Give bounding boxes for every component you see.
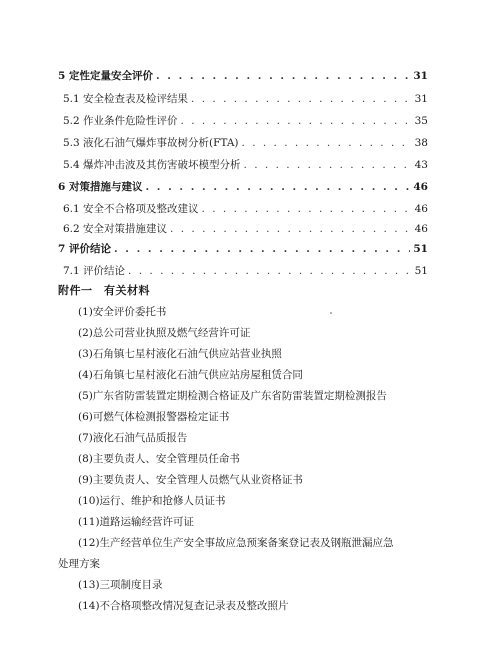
toc-entry-title: 5 定性定量安全评价 (58, 70, 153, 82)
appendix-item-continuation: 处理方案 (58, 558, 100, 570)
toc-leader-dots (202, 203, 411, 215)
toc-leader-dots (156, 70, 410, 82)
appendix-item: (13)三项制度目录 (78, 579, 163, 591)
appendix-item: (6)可燃气体检测报警器检定证书 (78, 411, 230, 423)
toc-entry-page: 38 (414, 137, 428, 149)
toc-leader-dots (191, 93, 411, 105)
toc-entry[interactable] (63, 201, 428, 216)
toc-leader-dots (244, 159, 411, 171)
toc-entry-page: 31 (414, 93, 428, 105)
toc-entry-title: 5.3 液化石油气爆炸事故树分析(FTA) (63, 137, 239, 149)
toc-entry-page: 46 (414, 203, 428, 215)
toc-entry[interactable] (58, 179, 428, 194)
toc-entry[interactable] (63, 135, 428, 150)
appendix-item: (1)安全评价委托书 (78, 306, 167, 318)
toc-entry-title: 5.1 安全检查表及检评结果 (63, 93, 189, 105)
toc-entry-page: 46 (413, 181, 428, 193)
toc-entry-page: 35 (414, 115, 428, 127)
appendix-item: (5)广东省防雷装置定期检测合格证及广东省防雷装置定期检测报告 (78, 390, 387, 402)
appendix-item: (9)主要负责人、安全管理人员燃气从业资格证书 (78, 474, 303, 486)
toc-entry-page: 31 (413, 70, 428, 82)
toc-entry[interactable] (63, 91, 428, 106)
toc-entry[interactable] (58, 68, 428, 83)
toc-entry[interactable] (63, 113, 428, 128)
toc-entry-title: 7 评价结论 (58, 243, 111, 255)
appendix-heading: 附件一 有关材料 (58, 284, 150, 297)
toc-entry-title: 5.4 爆炸冲击波及其伤害破坏模型分析 (63, 159, 241, 171)
toc-entry-title: 7.1 评价结论 (63, 265, 126, 277)
toc-entry[interactable] (63, 157, 428, 172)
toc-entry-page: 51 (414, 265, 428, 277)
toc-entry[interactable] (63, 263, 428, 278)
toc-leader-dots (128, 265, 411, 277)
appendix-item: (8)主要负责人、安全管理员任命书 (78, 453, 240, 465)
toc-leader-dots (114, 243, 410, 255)
toc-entry-title: 5.2 作业条件危险性评价 (63, 115, 178, 127)
appendix-item: (10)运行、维护和抢修人员证书 (78, 495, 226, 507)
appendix-item: (11)道路运输经营许可证 (78, 516, 195, 528)
appendix-item: (2)总公司营业执照及燃气经营许可证 (78, 327, 251, 339)
toc-entry[interactable] (58, 241, 428, 256)
appendix-item: (3)石角镇七星村液化石油气供应站营业执照 (78, 348, 282, 360)
appendix-item: (4)石角镇七星村液化石油气供应站房屋租赁合同 (78, 369, 303, 381)
toc-leader-dots (181, 115, 411, 127)
toc-entry[interactable] (63, 221, 428, 236)
scan-speck (330, 312, 332, 314)
toc-leader-dots (145, 181, 410, 193)
toc-entry-title: 6.2 安全对策措施建议 (63, 223, 168, 235)
toc-entry-title: 6 对策措施与建议 (58, 181, 143, 193)
toc-leader-dots (242, 137, 411, 149)
toc-leader-dots (170, 223, 411, 235)
toc-entry-page: 51 (413, 243, 428, 255)
toc-entry-page: 46 (414, 223, 428, 235)
toc-entry-title: 6.1 安全不合格项及整改建议 (63, 203, 199, 215)
appendix-item: (12)生产经营单位生产安全事故应急预案备案登记表及钢瓶泄漏应急 (78, 537, 394, 549)
appendix-item: (7)液化石油气品质报告 (78, 432, 188, 444)
toc-entry-page: 43 (414, 159, 428, 171)
appendix-item: (14)不合格项整改情况复查记录表及整改照片 (78, 600, 289, 612)
